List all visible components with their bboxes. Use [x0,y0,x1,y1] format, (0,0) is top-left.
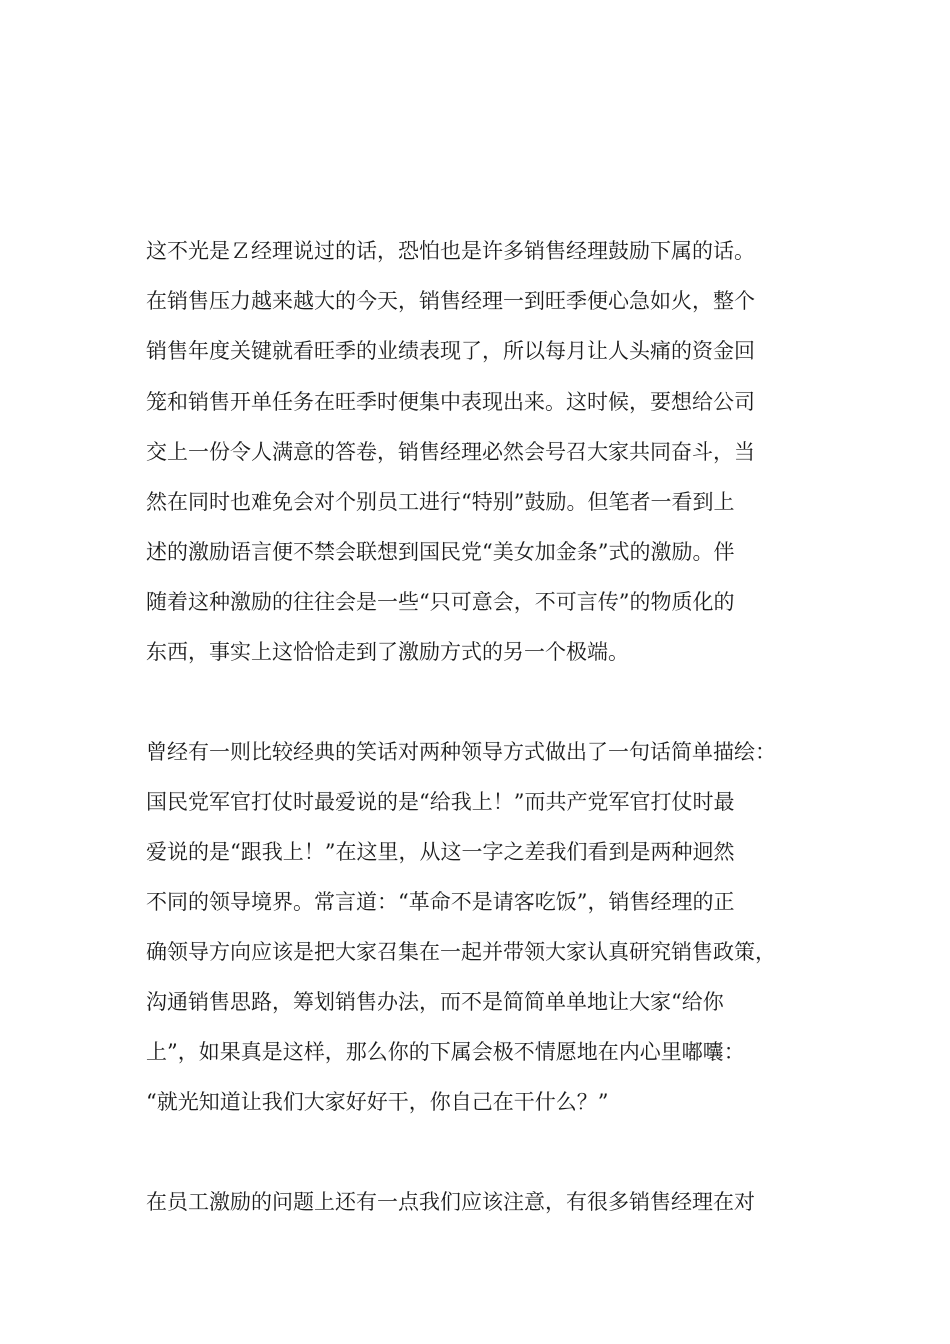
text-line: 交上一份令人满意的答卷，销售经理必然会号召大家共同奋斗，当 [146,440,755,464]
text-line: 销售年度关键就看旺季的业绩表现了，所以每月让人头痛的资金回 [146,339,755,363]
text-line: 随着这种激励的往往会是一些“只可意会，不可言传”的物质化的 [146,590,735,614]
text-line: 在销售压力越来越大的今天，销售经理一到旺季便心急如火，整个 [146,289,755,313]
text-line: 这不光是Ｚ经理说过的话，恐怕也是许多销售经理鼓励下属的话。 [146,239,755,263]
text-line: 东西，事实上这恰恰走到了激励方式的另一个极端。 [146,640,629,664]
text-line: 沟通销售思路，筹划销售办法，而不是简简单单地让大家“给你 [146,990,724,1014]
text-line: 国民党军官打仗时最爱说的是“给我上！”而共产党军官打仗时最 [146,790,735,814]
text-line: 述的激励语言便不禁会联想到国民党“美女加金条”式的激励。伴 [146,540,735,564]
text-line: 笼和销售开单任务在旺季时便集中表现出来。这时候，要想给公司 [146,390,755,414]
text-line: 不同的领导境界。常言道：“革命不是请客吃饭”，销售经理的正 [146,890,735,914]
text-line: “就光知道让我们大家好好干，你自己在干什么？” [146,1090,609,1114]
text-line: 爱说的是“跟我上！”在这里，从这一字之差我们看到是两种迥然 [146,840,735,864]
text-line: 确领导方向应该是把大家召集在一起并带领大家认真研究销售政策， [146,940,776,964]
text-line: 在员工激励的问题上还有一点我们应该注意，有很多销售经理在对 [146,1190,755,1214]
text-line: 曾经有一则比较经典的笑话对两种领导方式做出了一句话简单描绘： [146,740,776,764]
text-line: 上”，如果真是这样，那么你的下属会极不情愿地在内心里嘟囔： [146,1040,745,1064]
text-line: 然在同时也难免会对个别员工进行“特别”鼓励。但笔者一看到上 [146,490,735,514]
